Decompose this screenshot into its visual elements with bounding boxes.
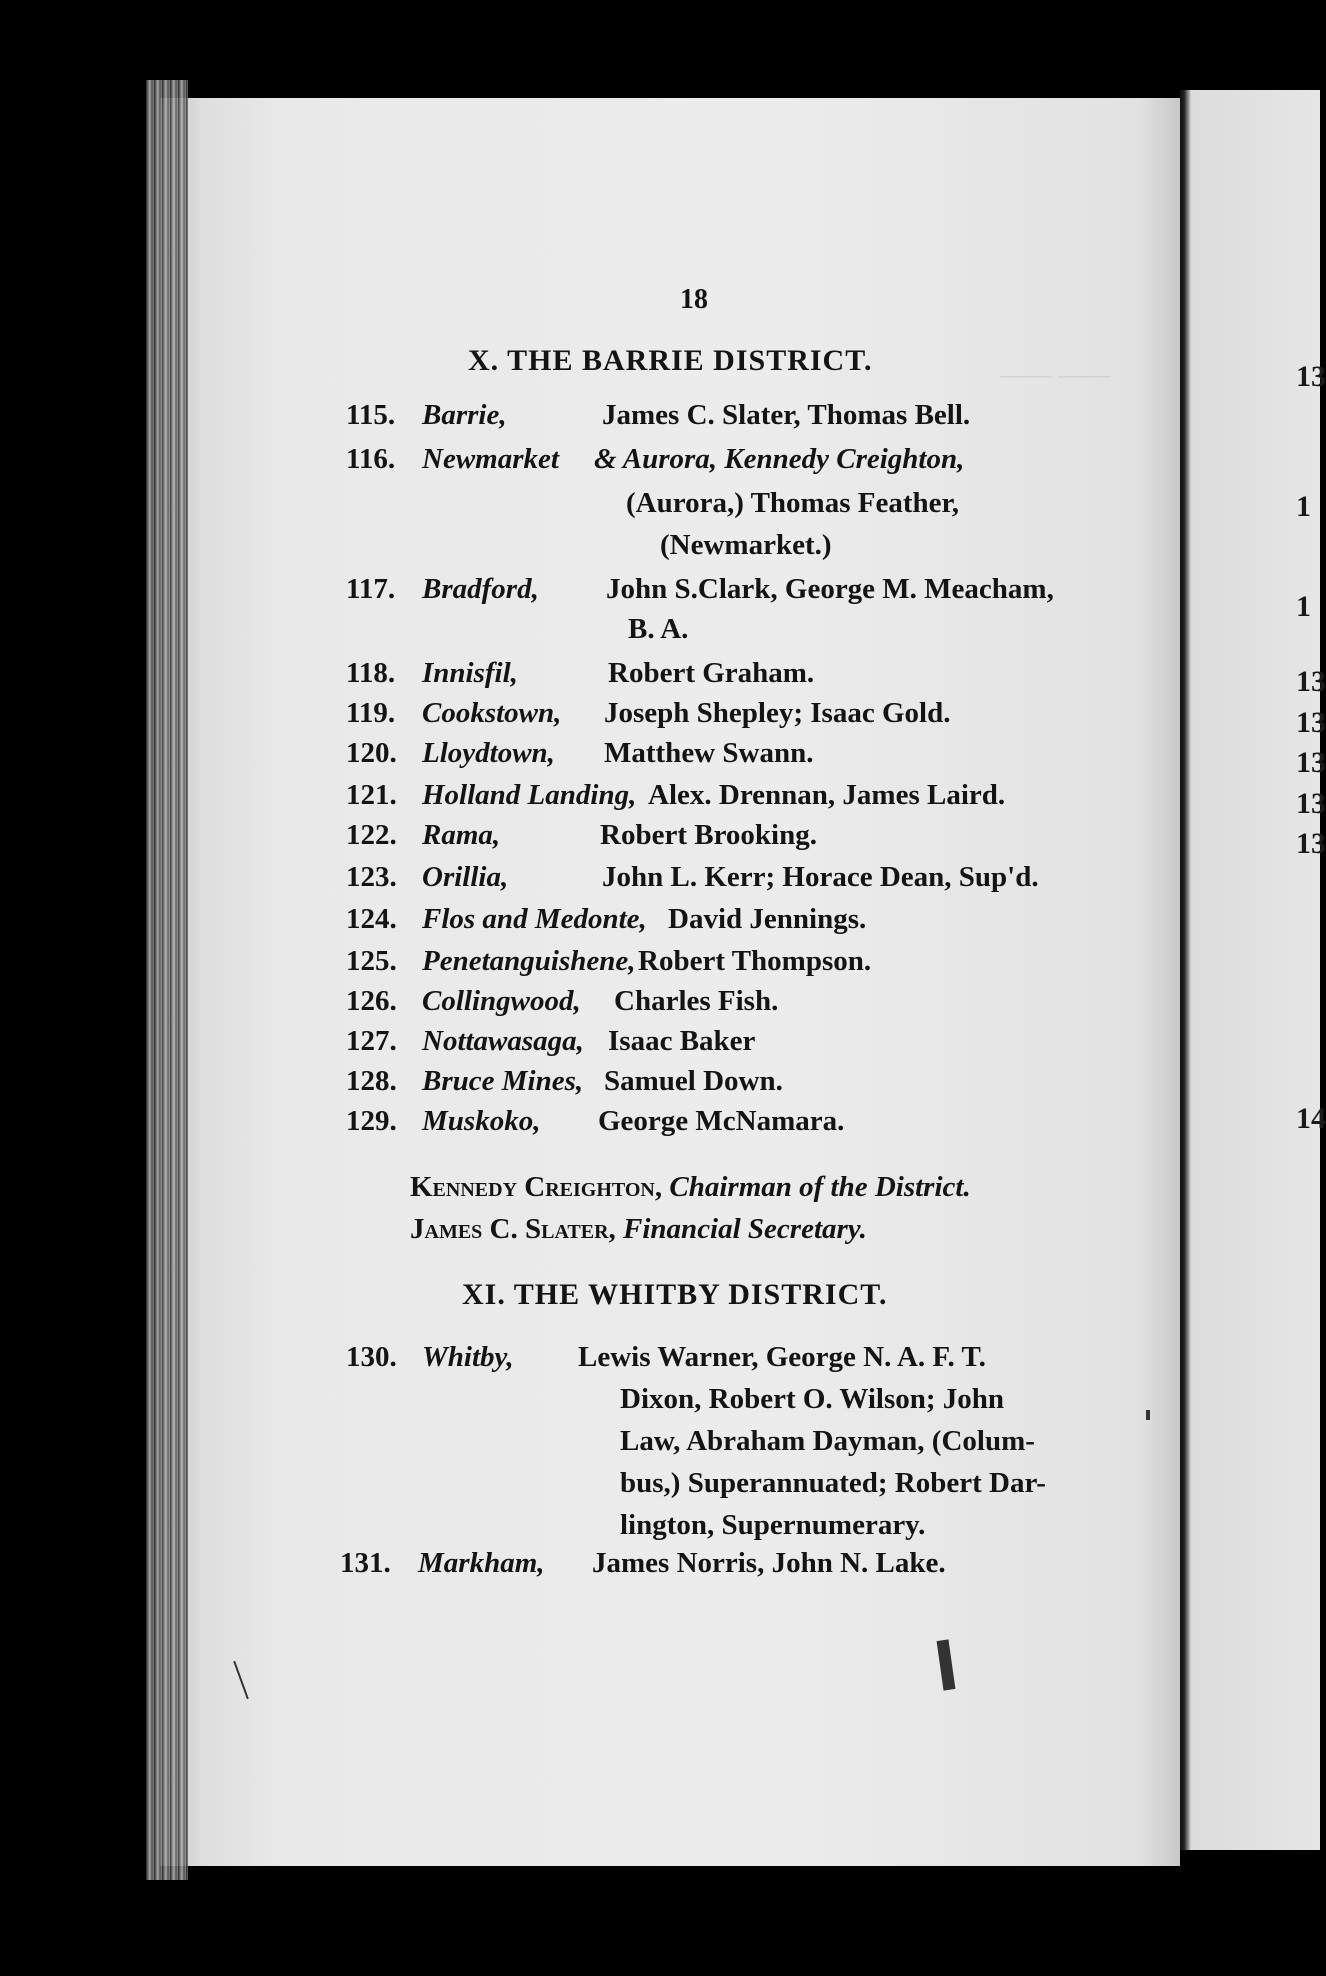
entry-number: 122. — [346, 819, 397, 851]
entry-names: B. A. — [628, 613, 689, 645]
entry-number: 119. — [346, 697, 396, 729]
entry-place: Muskoko, — [422, 1105, 541, 1137]
entry-names: Samuel Down. — [604, 1065, 783, 1097]
facing-page-fragment: 1 — [1296, 590, 1311, 623]
entry-place: Rama, — [422, 819, 501, 851]
entry-names: Robert Graham. — [608, 657, 815, 689]
chairman-role: Chairman of the District. — [669, 1171, 971, 1203]
entry-names: lington, Supernumerary. — [620, 1509, 926, 1541]
entry-names: James C. Slater, Thomas Bell. — [602, 399, 971, 431]
entry-number: 128. — [346, 1065, 397, 1097]
entry-number: 131. — [340, 1547, 391, 1579]
show-through: ⁠—— —— — [1000, 360, 1111, 389]
entry-number: 127. — [346, 1025, 397, 1057]
entry-number: 118. — [346, 657, 396, 689]
facing-page-fragment: 13 — [1296, 746, 1326, 779]
district-heading: X. THE BARRIE DISTRICT. — [468, 344, 873, 377]
entry-number: 116. — [346, 443, 396, 475]
entry-place: Bradford, — [422, 573, 539, 605]
entry-names: Robert Brooking. — [600, 819, 817, 851]
entry-place: Holland Landing, — [422, 779, 637, 811]
entry-place: Lloydtown, — [422, 737, 555, 769]
entry-place: Cookstown, — [422, 697, 562, 729]
entry-place: Collingwood, — [422, 985, 581, 1017]
entry-names: bus,) Superannuated; Robert Dar- — [620, 1467, 1046, 1499]
entry-names: Robert Thompson. — [638, 945, 872, 977]
facing-page-fragment: 13 — [1296, 706, 1326, 739]
chairman-line — [410, 1170, 971, 1204]
entry-names: Dixon, Robert O. Wilson; John — [620, 1383, 1005, 1415]
entry-number: 124. — [346, 903, 397, 935]
entry-place: Innisfil, — [422, 657, 518, 689]
entry-names: & Aurora, Kennedy Creighton, — [594, 443, 965, 475]
entry-names: Charles Fish. — [614, 985, 779, 1017]
entry-names: John S.Clark, George M. Meacham, — [606, 573, 1054, 605]
entry-number: 126. — [346, 985, 397, 1017]
entry-place: Flos and Medonte, — [422, 903, 647, 935]
entry-number: 115. — [346, 399, 396, 431]
entry-names: (Newmarket.) — [660, 529, 832, 561]
district-heading: XI. THE WHITBY DISTRICT. — [462, 1278, 888, 1311]
entry-place: Barrie, — [422, 399, 507, 431]
entry-names: John L. Kerr; Horace Dean, Sup'd. — [602, 861, 1039, 893]
entry-names: Law, Abraham Dayman, (Colum- — [620, 1425, 1035, 1457]
entry-place: Whitby, — [422, 1341, 514, 1373]
entry-names: Joseph Shepley; Isaac Gold. — [604, 697, 951, 729]
facing-page-fragment: 1 — [1296, 490, 1311, 523]
entry-names: James Norris, John N. Lake. — [592, 1547, 946, 1579]
entry-number: 121. — [346, 779, 397, 811]
entry-number: 129. — [346, 1105, 397, 1137]
speck — [1146, 1410, 1150, 1420]
entry-names: David Jennings. — [668, 903, 867, 935]
secretary-role: Financial Secretary. — [623, 1213, 867, 1245]
secretary-line — [410, 1212, 867, 1246]
facing-page-fragment: 13 — [1296, 360, 1326, 393]
entry-number: 123. — [346, 861, 397, 893]
chairman-name: Kennedy Creighton, — [410, 1171, 663, 1203]
entry-place: Markham, — [418, 1547, 545, 1579]
entry-place: Penetanguishene, — [422, 945, 636, 977]
entry-names: George McNamara. — [598, 1105, 845, 1137]
entry-place: Nottawasaga, — [422, 1025, 584, 1057]
page-number: 18 — [680, 284, 708, 315]
entry-names: Matthew Swann. — [604, 737, 814, 769]
entry-place: Orillia, — [422, 861, 509, 893]
facing-page-fragment: 13 — [1296, 787, 1326, 820]
entry-number: 130. — [346, 1341, 397, 1373]
entry-place: Bruce Mines, — [422, 1065, 584, 1097]
secretary-name: James C. Slater, — [410, 1213, 616, 1245]
entry-names: Lewis Warner, George N. A. F. T. — [578, 1341, 986, 1373]
entry-number: 120. — [346, 737, 397, 769]
entry-number: 117. — [346, 573, 396, 605]
entry-names: Alex. Drennan, James Laird. — [648, 779, 1006, 811]
entry-names: (Aurora,) Thomas Feather, — [626, 487, 959, 519]
facing-page-fragment: 14 — [1296, 1102, 1326, 1135]
entry-names: Isaac Baker — [608, 1025, 756, 1057]
entry-number: 125. — [346, 945, 397, 977]
facing-page-fragment: 13 — [1296, 665, 1326, 698]
facing-page-fragment: 13 — [1296, 827, 1326, 860]
entry-place: Newmarket — [422, 443, 559, 475]
